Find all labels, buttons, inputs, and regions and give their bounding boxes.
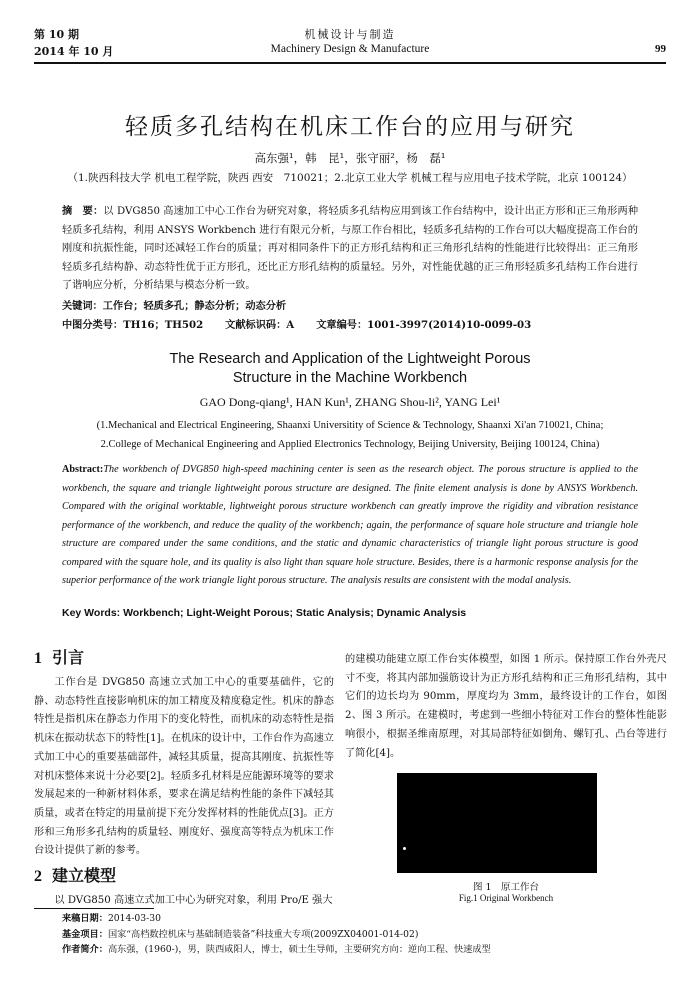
affiliation-cn: （1.陕西科技大学 机电工程学院，陕西 西安 710021；2.北京工业大学 机械工程与应用电子技术学院，北京 100124） xyxy=(67,172,633,184)
running-header xyxy=(34,22,666,70)
paper-title-cn: 轻质多孔结构在机床工作台的应用与研究 xyxy=(125,114,575,140)
section-1-paragraph: 工作台是 DVG850 高速立式加工中心的重要基础件，它的静、动态特性直接影响机床的加工精度及精度稳定性。机床的静态特性是指机床在静态力作用下的变化特性，而机床的动态特性是指机床在振动状态下的特性[1]。在机床的设计中，工作台作为高速立式加工中心的重要基础部件，减轻其质量，提高其刚度、抗振性等对机床整体来说十分必要[2]。轻质多孔材料是应能源环境等的要求发展起来的一种新材料体系，要求在满足结构性能的条件下减轻其质量，或者在特定的用量前提下充分发挥材料的性能优点[3]。正方形和三角形多孔结构的质量轻、刚度好、强度高等特点为机床工作台设计提供了新的参考。 xyxy=(34,677,334,857)
keywords-cn xyxy=(62,297,638,316)
section-2-title: 建立模型 xyxy=(52,866,117,886)
issue-date: 2014 年 10 月 xyxy=(34,45,114,58)
footnote-fund-text: 国家“高档数控机床与基础制造装备”科技重大专项(2009ZX04001-014-02) xyxy=(107,929,419,940)
keywords-cn-label: 关键词： xyxy=(62,300,103,312)
figure-1-caption-en: Fig.1 Original Workbench xyxy=(458,893,554,903)
figure-1-speck xyxy=(403,847,406,850)
section-1-title: 引言 xyxy=(52,648,85,667)
section-1-number: 1 xyxy=(34,650,42,667)
abstract-en-text: The workbench of DVG850 high-speed machining center is seen as the research object. The porous structure is applied to the workbench, the square and triangle lightweight porous structure are designed. The finite element analysis is done by ANSYS Workbench. Compared with the original worktable, lightweight porous structure workbench can greatly improve the rigidity and vibration resistance performance of the workbench, and reduce the quality of the workbench; again, the performance of square hole structure and triangle hole structure are compared under the same conditions, and the static and dynamic characteristics of triangle light porous structure is good compared with the square hole, and its quality is also light than square hole structure. Besides, there is a harmonic response analysis for the superior performance of the work triangle light porous structure. The analysis results are consistent with the modal analysis. xyxy=(62,464,638,586)
footnote-rule xyxy=(34,908,154,909)
keywords-cn-text: 工作台；轻质多孔；静态分析；动态分析 xyxy=(102,300,287,312)
issue-number: 第 10 期 xyxy=(34,28,79,41)
document-code: 文献标识码：A xyxy=(225,319,295,331)
abstract-cn xyxy=(62,202,638,296)
figure-1-image xyxy=(397,773,597,873)
authors-en: GAO Dong-qiang¹, HAN Kun¹, ZHANG Shou-li², YANG Lei¹ xyxy=(199,395,501,409)
abstract-cn-text: 以 DVG850 高速加工中心工作台为研究对象，将轻质多孔结构应用到该工作台结构中，设计出正方形和正三角形两种轻质多孔结构，利用 ANSYS Workbench 进行有限元分析，与原工作台相比，轻质多孔结构的工作台可以大幅度提高工作台的刚度和抗振性能，同时还减轻工作台的质量；再对相同条件下的正方形孔结构和正三角形孔结构的性能进行比较得出：正三角形轻质多孔结构静、动态特性优于正方形孔，还比正方形孔结构的质量轻。另外，对性能优越的正三角形轻质多孔结构工作台进行了谐响应分析，分析结果与模态分析一致。 xyxy=(62,206,638,291)
affiliation-en xyxy=(50,416,650,454)
page-number: 99 xyxy=(655,43,666,55)
classification-line xyxy=(62,316,638,334)
keywords-en: Key Words: Workbench; Light-Weight Porous; Static Analysis; Dynamic Analysis xyxy=(62,607,467,619)
affiliation-en-line2: 2.College of Mechanical Engineering and Applied Electronics Technology, Beijing University, Beijing 100124, China) xyxy=(100,439,600,450)
footnote-fund-label: 基金项目： xyxy=(62,929,108,940)
paper-title-en-line2: Structure in the Machine Workbench xyxy=(232,370,468,386)
footnote-received-label: 来稿日期： xyxy=(62,913,108,924)
abstract-en xyxy=(62,461,638,591)
footnote-received-text: 2014-03-30 xyxy=(107,913,161,924)
header-rule xyxy=(34,62,666,64)
section-2-paragraph: 以 DVG850 高速立式加工中心为研究对象，利用 Pro/E 强大 xyxy=(54,895,333,907)
article-number: 文章编号：1001-3997(2014)10-0099-03 xyxy=(316,319,532,331)
journal-name-en: Machinery Design & Manufacture xyxy=(270,43,430,55)
right-column-paragraph: 的建模功能建立原工作台实体模型，如图 1 所示。保持原工作台外壳尺寸不变，将其内部加强筋设计为正方形孔结构和正三角形孔结构，其中它们的边长均为 90mm，厚度均为 3mm，最终设计的工作台，如图 2、图 3 所示。在建模时，考虑到一些细小特征对工作台的整体性能影响很小，根据圣维南原理，对其局部特征如倒角、螺钉孔、凸台等进行了简化[4]。 xyxy=(345,654,667,759)
footnote-author-text: 高东强，(1960-)，男，陕西咸阳人，博士，硕士生导师，主要研究方向：逆向工程、快速成型 xyxy=(107,944,491,955)
section-2-heading xyxy=(34,863,334,890)
abstract-en-label: Abstract: xyxy=(62,464,104,475)
footnote-author-label: 作者简介： xyxy=(62,944,108,955)
footnote-author xyxy=(62,942,666,957)
clc-number: 中图分类号：TH16；TH502 xyxy=(62,319,204,331)
section-1-heading xyxy=(34,645,334,672)
figure-1-caption-cn: 图 1 原工作台 xyxy=(472,882,540,893)
body-column-left xyxy=(34,645,334,911)
paper-title-en xyxy=(0,350,700,388)
body-column-right xyxy=(345,651,667,763)
section-2-number: 2 xyxy=(34,868,42,886)
paper-title-en-line1: The Research and Application of the Lightweight Porous xyxy=(169,351,531,367)
journal-name-cn: 机械设计与制造 xyxy=(304,28,396,41)
footnote-fund xyxy=(62,927,666,942)
footnote-received xyxy=(62,911,666,926)
abstract-cn-label: 摘 要： xyxy=(62,205,104,217)
authors-cn: 高东强¹，韩 昆¹，张守丽²，杨 磊¹ xyxy=(254,151,446,165)
affiliation-en-line1: (1.Mechanical and Electrical Engineering, Shaanxi Universitity of Science & Technology, Shaanxi Xi'an 710021, China; xyxy=(96,420,604,431)
